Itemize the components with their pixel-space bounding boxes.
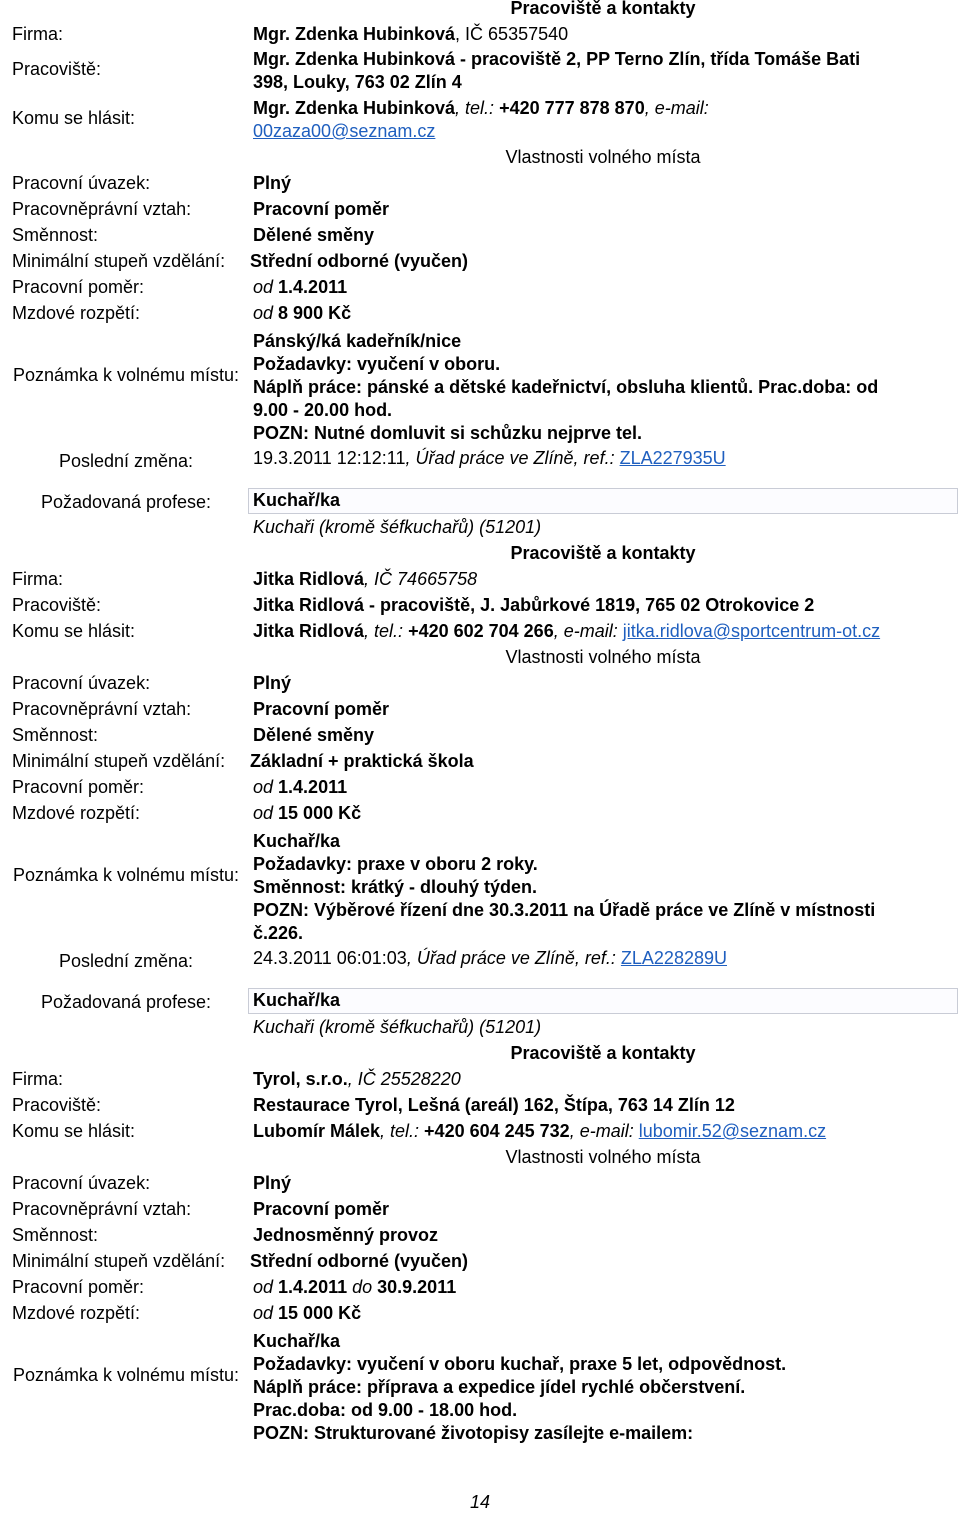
mzda-value: od 8 900 Kč: [253, 303, 352, 323]
email-link[interactable]: 00zaza00@seznam.cz: [253, 121, 436, 141]
vzdelani-value: Střední odborné (vyučen): [250, 251, 469, 271]
poznamka-value: Pánský/ká kadeřník/nice Požadavky: vyučení v oboru. Náplň práce: pánské a dětské kadeřnictví, obsluha klientů. Prac.doba: od 9.00 - 20.00 hod. POZN: Nutné domluvit si schůzku nejprve tel.: [253, 331, 879, 443]
komu-label: Komu se hlásit:: [12, 108, 136, 128]
pomer-value: od 1.4.2011: [253, 277, 348, 297]
firma-value: Jitka Ridlová, IČ 74665758: [253, 569, 478, 589]
mzda-label: Mzdové rozpětí:: [12, 803, 141, 823]
vztah-value: Pracovní poměr: [253, 1199, 390, 1219]
vzdelani-value: Střední odborné (vyučen): [250, 1251, 469, 1271]
pomer-label: Pracovní poměr:: [12, 777, 145, 797]
zmena-label: Poslední změna:: [58, 951, 194, 971]
section-title-vlastnosti: Vlastnosti volného místa: [505, 647, 701, 667]
pracoviste-label: Pracoviště:: [12, 1095, 102, 1115]
komu-value: Mgr. Zdenka Hubinková, tel.: +420 777 878 870, e-mail: 00zaza00@seznam.cz: [253, 98, 709, 141]
komu-label: Komu se hlásit:: [12, 621, 136, 641]
smennost-value: Jednosměnný provoz: [253, 1225, 439, 1245]
vzdelani-label: Minimální stupeň vzdělání:: [12, 251, 226, 271]
ref-link[interactable]: ZLA227935U: [619, 448, 726, 468]
mzda-label: Mzdové rozpětí:: [12, 1303, 141, 1323]
vzdelani-value: Základní + praktická škola: [250, 751, 474, 771]
firma-label: Firma:: [12, 569, 63, 589]
zmena-label: Poslední změna:: [58, 451, 194, 471]
uvazek-value: Plný: [253, 673, 292, 693]
zmena-value: 19.3.2011 12:12:11, Úřad práce ve Zlíně, ref.: ZLA227935U: [253, 448, 726, 468]
profese-kod: Kuchaři (kromě šéfkuchařů) (51201): [253, 1017, 542, 1037]
profese-value: Kuchař/ka: [248, 488, 958, 514]
smennost-value: Dělené směny: [253, 725, 375, 745]
email-link[interactable]: lubomir.52@seznam.cz: [638, 1121, 827, 1141]
email-link[interactable]: jitka.ridlova@sportcentrum-ot.cz: [622, 621, 881, 641]
firma-label: Firma:: [12, 24, 63, 44]
section-title-contacts: Pracoviště a kontakty: [510, 1043, 696, 1063]
firma-value: Tyrol, s.r.o., IČ 25528220: [253, 1069, 461, 1089]
uvazek-label: Pracovní úvazek:: [12, 1173, 151, 1193]
zmena-value: 24.3.2011 06:01:03, Úřad práce ve Zlíně, ref.: ZLA228289U: [253, 948, 727, 968]
mzda-label: Mzdové rozpětí:: [12, 303, 141, 323]
pomer-label: Pracovní poměr:: [12, 1277, 145, 1297]
vztah-label: Pracovněprávní vztah:: [12, 699, 192, 719]
pomer-label: Pracovní poměr:: [12, 277, 145, 297]
vzdelani-label: Minimální stupeň vzdělání:: [12, 1251, 226, 1271]
poznamka-label: Poznámka k volnému místu:: [12, 865, 240, 885]
pracoviste-label: Pracoviště:: [12, 59, 102, 79]
poznamka-label: Poznámka k volnému místu:: [12, 1365, 240, 1385]
poznamka-value: Kuchař/ka Požadavky: vyučení v oboru kuchař, praxe 5 let, odpovědnost. Náplň práce: příprava a expedice jídel rychlé občerstvení. Prac.doba: od 9.00 - 18.00 hod. POZN: Strukturované životopisy zasílejte e-mailem:: [253, 1331, 787, 1443]
uvazek-label: Pracovní úvazek:: [12, 673, 151, 693]
uvazek-value: Plný: [253, 1173, 292, 1193]
firma-label: Firma:: [12, 1069, 63, 1089]
page-number: 14: [469, 1492, 491, 1512]
profese-value: Kuchař/ka: [248, 988, 958, 1014]
firma-value: Mgr. Zdenka Hubinková, IČ 65357540: [253, 24, 569, 44]
profese-label: Požadovaná profese:: [40, 492, 212, 512]
vztah-value: Pracovní poměr: [253, 699, 390, 719]
uvazek-label: Pracovní úvazek:: [12, 173, 151, 193]
mzda-value: od 15 000 Kč: [253, 803, 362, 823]
smennost-label: Směnnost:: [12, 725, 99, 745]
poznamka-value: Kuchař/ka Požadavky: praxe v oboru 2 roky. Směnnost: krátký - dlouhý týden. POZN: Výběrové řízení dne 30.3.2011 na Úřadě práce ve Zlíně v místnosti č.226.: [253, 831, 876, 943]
poznamka-label: Poznámka k volnému místu:: [12, 365, 240, 385]
pomer-value: od 1.4.2011: [253, 777, 348, 797]
mzda-value: od 15 000 Kč: [253, 1303, 362, 1323]
profese-label: Požadovaná profese:: [40, 992, 212, 1012]
vztah-label: Pracovněprávní vztah:: [12, 199, 192, 219]
vztah-label: Pracovněprávní vztah:: [12, 1199, 192, 1219]
profese-kod: Kuchaři (kromě šéfkuchařů) (51201): [253, 517, 542, 537]
section-title-contacts: Pracoviště a kontakty: [510, 0, 696, 18]
pracoviste-label: Pracoviště:: [12, 595, 102, 615]
section-title-vlastnosti: Vlastnosti volného místa: [505, 1147, 701, 1167]
smennost-label: Směnnost:: [12, 225, 99, 245]
smennost-label: Směnnost:: [12, 1225, 99, 1245]
uvazek-value: Plný: [253, 173, 292, 193]
vztah-value: Pracovní poměr: [253, 199, 390, 219]
section-title-vlastnosti: Vlastnosti volného místa: [505, 147, 701, 167]
ref-link[interactable]: ZLA228289U: [620, 948, 727, 968]
pomer-value: od 1.4.2011 do 30.9.2011: [253, 1277, 457, 1297]
komu-label: Komu se hlásit:: [12, 1121, 136, 1141]
section-title-contacts: Pracoviště a kontakty: [510, 543, 696, 563]
vzdelani-label: Minimální stupeň vzdělání:: [12, 751, 226, 771]
pracoviste-value: Restaurace Tyrol, Lešná (areál) 162, Štípa, 763 14 Zlín 12: [253, 1095, 735, 1115]
komu-value: Jitka Ridlová, tel.: +420 602 704 266, e-mail: jitka.ridlova@sportcentrum-ot.cz: [253, 621, 881, 641]
pracoviste-value: Jitka Ridlová - pracoviště, J. Jabůrkové 1819, 765 02 Otrokovice 2: [253, 595, 815, 615]
smennost-value: Dělené směny: [253, 225, 375, 245]
pracoviste-value: Mgr. Zdenka Hubinková - pracoviště 2, PP Terno Zlín, třída Tomáše Bati 398, Louky, 763 02 Zlín 4: [253, 49, 861, 92]
komu-value: Lubomír Málek, tel.: +420 604 245 732, e-mail: lubomir.52@seznam.cz: [253, 1121, 827, 1141]
